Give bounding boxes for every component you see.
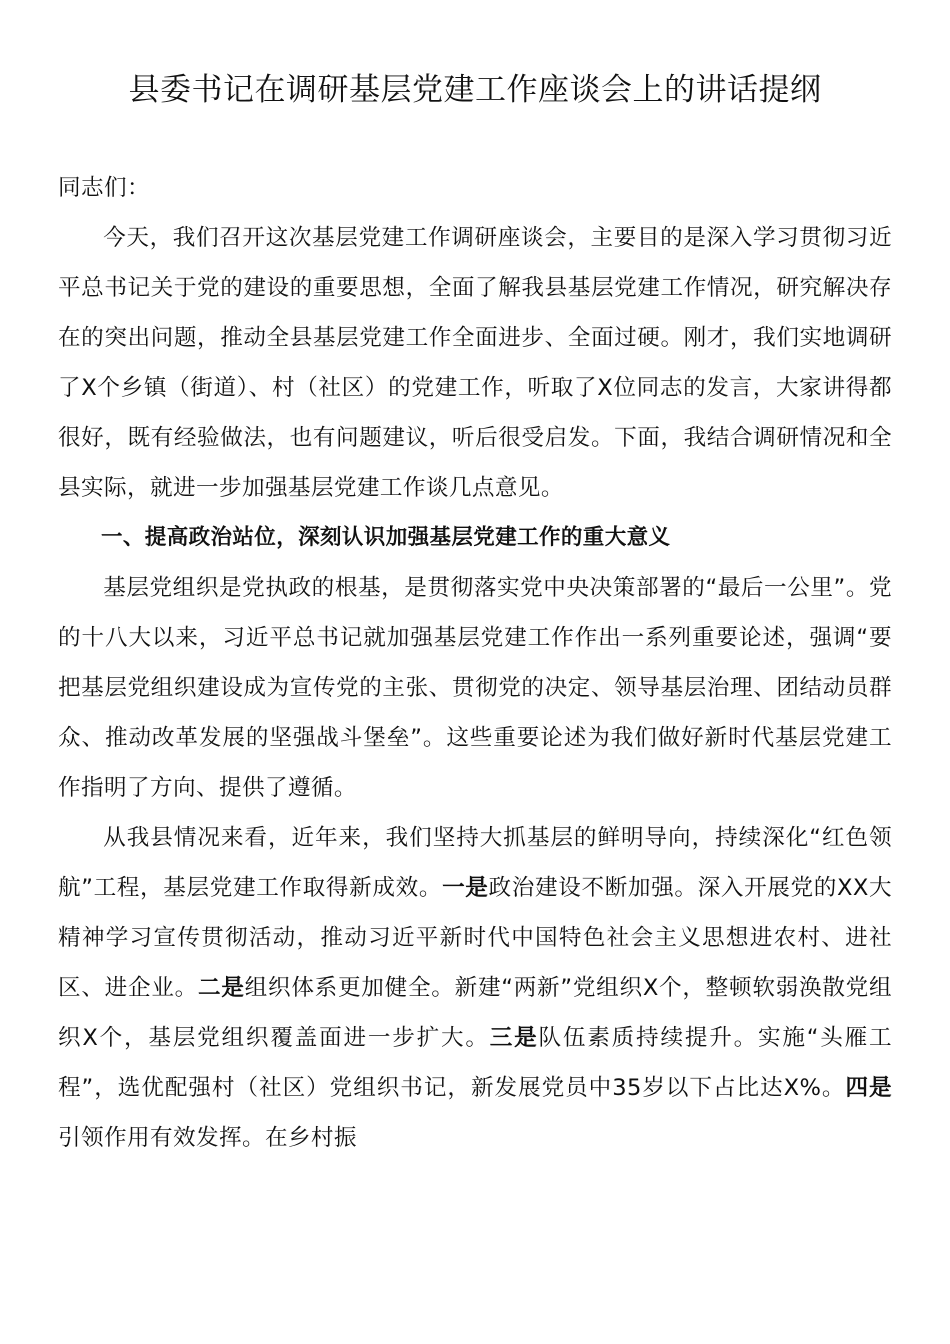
section-heading-1: 一、提高政治站位，深刻认识加强基层党建工作的重大意义	[101, 525, 671, 550]
point-3-lead: 三是	[489, 1025, 539, 1051]
point-4-text: 引领作用有效发挥。在乡村振	[58, 1125, 357, 1151]
section1-paragraph-1: 基层党组织是党执政的根基，是贯彻落实党中央决策部署的“最后一公里”。党的十八大以来，习近平总书记就加强基层党建工作作出一系列重要论述，强调“要把基层党组织建设成为宣传党的主张、贯彻党的决定、领导基层治理、团结动员群众、推动改革发展的坚强战斗堡垒”。这些重要论述为我们做好新时代基层党建工作指明了方向、提供了遵循。	[58, 575, 892, 801]
document-title: 县委书记在调研基层党建工作座谈会上的讲话提纲	[128, 72, 822, 108]
point-4-lead: 四是	[845, 1075, 892, 1101]
paragraph-opening: 从我县情况来看，近年来，我们坚持大抓基层的鲜明导向，持续深化“红色领航”工程，基层党建工作取得新成效。	[58, 825, 892, 901]
point-1-lead: 一是	[442, 875, 489, 901]
section1-paragraph-2	[58, 813, 892, 1163]
salutation: 同志们：	[58, 175, 150, 201]
point-2-text: 组织体系更加健全。新建“两新”党组织X个，整顿软弱涣散党组织X个，基层党组织覆盖面进一步扩大。	[58, 975, 892, 1051]
point-2-lead: 二是	[197, 975, 245, 1001]
point-3-text: 队伍素质持续提升。实施“头雁工程”，选优配强村（社区）党组织书记，新发展党员中35岁以下占比达X%。	[58, 1025, 892, 1101]
point-1-text: 政治建设不断加强。深入开展党的XX大精神学习宣传贯彻活动，推动习近平新时代中国特色社会主义思想进农村、进社区、进企业。	[58, 875, 892, 1001]
intro-paragraph: 今天，我们召开这次基层党建工作调研座谈会，主要目的是深入学习贯彻习近平总书记关于党的建设的重要思想，全面了解我县基层党建工作情况，研究解决存在的突出问题，推动全县基层党建工作全面进步、全面过硬。刚才，我们实地调研了X个乡镇（街道）、村（社区）的党建工作，听取了X位同志的发言，大家讲得都很好，既有经验做法，也有问题建议，听后很受启发。下面，我结合调研情况和全县实际，就进一步加强基层党建工作谈几点意见。	[58, 225, 892, 501]
document-body	[58, 163, 892, 1163]
